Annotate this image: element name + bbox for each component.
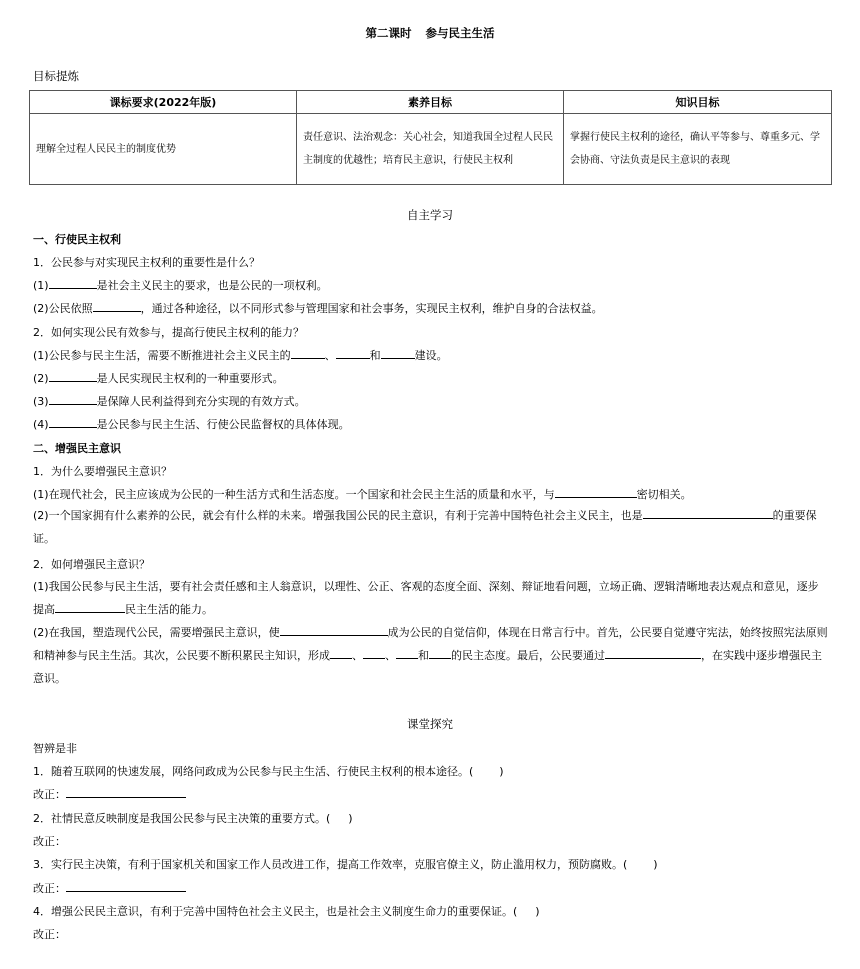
question-3: 1．为什么要增强民主意识？ bbox=[33, 465, 172, 478]
goals-cell-knowledge: 掌握行使民主权利的途径，确认平等参与、尊重多元、学会协商、守法负责是民主意识的表现 bbox=[564, 114, 832, 185]
goals-cell-standard: 理解全过程人民民主的制度优势 bbox=[30, 114, 297, 185]
fix-line-1: 改正： bbox=[33, 786, 828, 802]
part2-title: 二、增强民主意识 bbox=[33, 442, 121, 455]
q2-item-1: (1)公民参与民主生活，需要不断推进社会主义民主的 、 和 建设。 bbox=[33, 349, 448, 362]
fill-blank[interactable] bbox=[381, 347, 415, 359]
goals-header-row bbox=[30, 91, 832, 114]
q3-item-2: (2)一个国家拥有什么素养的公民，就会有什么样的未来。增强我国公民的民主意识，有利于完善中国特色社会主义民主，也是 的重要保证。 bbox=[33, 509, 817, 545]
fill-blank[interactable] bbox=[336, 347, 370, 359]
q2-item-3: (3) 是保障人民利益得到充分实现的有效方式。 bbox=[33, 395, 306, 408]
goals-cell-literacy: 责任意识、法治观念：关心社会，知道我国全过程人民民主制度的优越性；培育民主意识，行使民主权利 bbox=[297, 114, 564, 185]
fill-blank[interactable] bbox=[643, 507, 773, 519]
title-topic: 参与民主生活 bbox=[425, 26, 495, 40]
self-study-heading: 自主学习 bbox=[407, 208, 453, 222]
fill-blank[interactable] bbox=[49, 277, 97, 289]
fill-blank[interactable] bbox=[55, 601, 125, 613]
fill-blank[interactable] bbox=[49, 416, 97, 428]
q1-item-1: (1) 是社会主义民主的要求，也是公民的一项权利。 bbox=[33, 279, 328, 292]
class-inquiry-sub: 智辨是非 bbox=[33, 742, 77, 755]
class-inquiry-heading: 课堂探究 bbox=[407, 717, 453, 731]
q2-item-2: (2) 是人民实现民主权利的一种重要形式。 bbox=[33, 372, 284, 385]
part1-title: 一、行使民主权利 bbox=[33, 233, 121, 246]
fill-blank[interactable] bbox=[49, 393, 97, 405]
judge-item-2: 2．社情民意反映制度是我国公民参与民主决策的重要方式。( ) bbox=[33, 812, 353, 825]
fill-blank[interactable] bbox=[280, 624, 388, 636]
fix-line-4: 改正： bbox=[33, 928, 66, 941]
fill-blank[interactable] bbox=[363, 647, 385, 659]
goals-table bbox=[29, 90, 832, 185]
question-4: 2．如何增强民主意识？ bbox=[33, 558, 150, 571]
goals-label: 目标提炼 bbox=[33, 69, 79, 83]
question-1: 1．公民参与对实现民主权利的重要性是什么？ bbox=[33, 256, 260, 269]
goals-header-literacy: 素养目标 bbox=[297, 91, 564, 114]
fill-blank[interactable] bbox=[429, 647, 451, 659]
fill-blank[interactable] bbox=[291, 347, 325, 359]
judge-item-1: 1．随着互联网的快速发展，网络问政成为公民参与民主生活、行使民主权利的根本途径。( ) bbox=[33, 765, 504, 778]
judge-item-4: 4．增强公民民主意识，有利于完善中国特色社会主义民主，也是社会主义制度生命力的重要保证。( ) bbox=[33, 905, 540, 918]
fill-blank[interactable] bbox=[555, 486, 637, 498]
fill-blank[interactable] bbox=[93, 300, 141, 312]
fill-blank[interactable] bbox=[330, 647, 352, 659]
goals-content-row bbox=[30, 114, 832, 185]
fill-blank[interactable] bbox=[396, 647, 418, 659]
fix-blank[interactable] bbox=[66, 880, 186, 892]
fill-blank[interactable] bbox=[49, 370, 97, 382]
page-title bbox=[0, 25, 860, 41]
title-lesson: 第二课时 bbox=[365, 26, 412, 40]
goals-header-standard: 课标要求(2022年版) bbox=[30, 91, 297, 114]
q3-item-1: (1)在现代社会，民主应该成为公民的一种生活方式和生活态度。一个国家和社会民主生活的质量和水平，与 密切相关。 bbox=[33, 488, 692, 501]
q1-item-2: (2)公民依照 ，通过各种途径，以不同形式参与管理国家和社会事务，实现民主权利，维护自身的合法权益。 bbox=[33, 302, 603, 315]
fix-line-3: 改正： bbox=[33, 880, 828, 896]
fix-line-2: 改正： bbox=[33, 835, 66, 848]
q4-item-2: (2)在我国，塑造现代公民，需要增强民主意识，使 成为公民的自觉信仰，体现在日常言行中。首先，公民要自觉遵守宪法，始终按照宪法原则和精神参与民主生活。其次，公民要不断积累民主知识，形成 、 、 和 的民主态度。最后，公民要通过 ，在实践中逐步增强民主意识。 bbox=[33, 626, 828, 685]
judge-item-3: 3．实行民主决策，有利于国家机关和国家工作人员改进工作，提高工作效率，克服官僚主义，防止滥用权力，预防腐败。( ) bbox=[33, 858, 658, 871]
goals-header-knowledge: 知识目标 bbox=[564, 91, 832, 114]
fill-blank[interactable] bbox=[605, 647, 701, 659]
q4-item-1: (1)我国公民参与民主生活，要有社会责任感和主人翁意识，以理性、公正、客观的态度全面、深刻、辩证地看问题，立场正确、逻辑清晰地表达观点和意见，逐步提高 民主生活的能力。 bbox=[33, 580, 819, 616]
q2-item-4: (4) 是公民参与民主生活、行使公民监督权的具体体现。 bbox=[33, 418, 350, 431]
question-2: 2．如何实现公民有效参与，提高行使民主权利的能力？ bbox=[33, 326, 304, 339]
fix-blank[interactable] bbox=[66, 786, 186, 798]
